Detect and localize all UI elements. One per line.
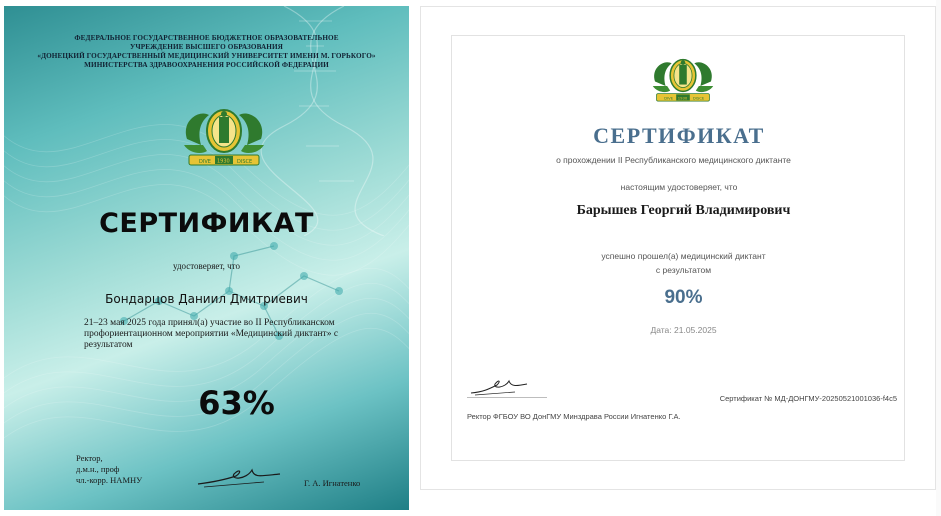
rector-signature <box>469 375 529 397</box>
rector-line: Ректор, <box>76 453 103 463</box>
score-value: 90% <box>664 287 703 308</box>
participation-description: 21–23 мая 2025 года принял(а) участие во II Республиканском профориентационном мероприятии «Медицинский диктант» с результатом <box>84 318 339 350</box>
university-emblem-logo <box>649 51 717 109</box>
rector-text: Ректор ФГБОУ ВО ДонГМУ Минздрава России Игнатенко Г.А. <box>467 412 681 421</box>
rector-line: д.м.н., проф <box>76 464 120 474</box>
rector-signature <box>194 462 284 490</box>
passed-text: успешно прошел(а) медицинский диктант <box>601 251 766 261</box>
organization-header <box>34 34 379 70</box>
svg-text:DISCE: DISCE <box>692 96 705 101</box>
certificate-title: СЕРТИФИКАТ <box>99 208 314 239</box>
certifies-text: настоящим удостоверяет, что <box>620 182 738 192</box>
org-line: МИНИСТЕРСТВА ЗДРАВООХРАНЕНИЯ РОССИЙСКОЙ ФЕДЕРАЦИИ <box>84 61 329 69</box>
recipient-name: Барышев Георгий Владимирович <box>576 203 791 218</box>
right-certificate <box>420 6 936 490</box>
svg-text:DIVE: DIVE <box>664 96 674 101</box>
certificate-subtitle: о прохождении II Республиканского медицинского диктанте <box>556 155 791 165</box>
certifies-text: удостоверяет, что <box>173 261 240 271</box>
result-label: с результатом <box>655 265 712 275</box>
university-emblem-logo <box>179 101 269 173</box>
rector-line: чл.-корр. НАМНУ <box>76 475 143 485</box>
recipient-name: Бондарцов Даниил Дмитриевич <box>105 292 308 306</box>
svg-text:DIVE: DIVE <box>199 159 211 165</box>
rector-title <box>76 453 196 486</box>
left-certificate <box>4 6 409 510</box>
issue-date: Дата: 21.05.2025 <box>650 325 717 335</box>
certificate-title: СЕРТИФИКАТ <box>593 123 765 148</box>
rector-name: Г. А. Игнатенко <box>304 478 361 488</box>
svg-text:1930: 1930 <box>217 158 230 165</box>
org-line: УЧРЕЖДЕНИЕ ВЫСШЕГО ОБРАЗОВАНИЯ <box>130 43 283 51</box>
org-line: ФЕДЕРАЛЬНОЕ ГОСУДАРСТВЕННОЕ БЮДЖЕТНОЕ ОБРАЗОВАТЕЛЬНОЕ <box>74 34 339 42</box>
signature-line <box>467 397 547 398</box>
score-value: 63% <box>198 384 275 422</box>
svg-text:1930: 1930 <box>677 96 688 101</box>
certificate-number: Сертификат № МД-ДОНГМУ-20250521001036-f4c5 <box>719 394 897 403</box>
page-edge <box>936 0 941 516</box>
svg-text:DISCE: DISCE <box>237 159 253 165</box>
org-line: «ДОНЕЦКИЙ ГОСУДАРСТВЕННЫЙ МЕДИЦИНСКИЙ УНИВЕРСИТЕТ ИМЕНИ М. ГОРЬКОГО» <box>37 52 376 60</box>
